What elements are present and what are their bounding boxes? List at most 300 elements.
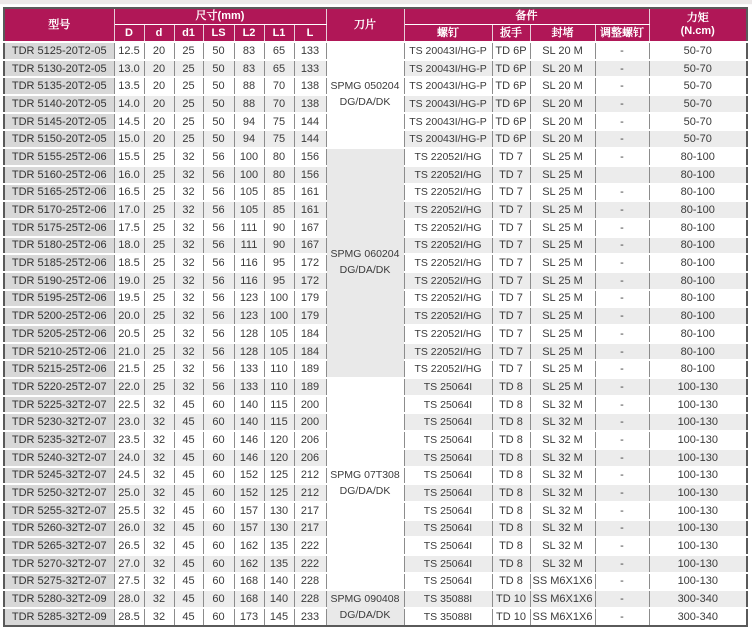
dim-L2-cell: 162 bbox=[234, 537, 264, 555]
plug-cell: SL 32 M bbox=[530, 431, 595, 449]
model-cell: TDR 5275-32T2-07 bbox=[4, 573, 114, 591]
dim-L-cell: 161 bbox=[294, 184, 326, 202]
dim-d-cell: 32 bbox=[144, 608, 174, 626]
plug-cell: SL 20 M bbox=[530, 113, 595, 131]
screw-cell: TS 22052I/HG bbox=[404, 325, 492, 343]
screw-cell: TS 22052I/HG bbox=[404, 254, 492, 272]
torque-cell: 80-100 bbox=[649, 148, 747, 166]
wrench-cell: TD 8 bbox=[492, 413, 530, 431]
plug-cell: SL 32 M bbox=[530, 555, 595, 573]
screw-cell: TS 22052I/HG bbox=[404, 166, 492, 184]
header-adjust-screw: 调整螺钉 bbox=[595, 25, 649, 43]
adjust-screw-cell: - bbox=[595, 431, 649, 449]
dim-D-cell: 19.5 bbox=[114, 290, 144, 308]
dim-L2-cell: 157 bbox=[234, 520, 264, 538]
adjust-screw-cell: - bbox=[595, 42, 649, 60]
dim-L1-cell: 95 bbox=[264, 254, 294, 272]
screw-cell: TS 35088I bbox=[404, 608, 492, 626]
dim-d1-cell: 45 bbox=[174, 537, 203, 555]
wrench-cell: TD 8 bbox=[492, 573, 530, 591]
dim-L2-cell: 152 bbox=[234, 484, 264, 502]
model-cell: TDR 5135-20T2-05 bbox=[4, 77, 114, 95]
dim-D-cell: 28.0 bbox=[114, 590, 144, 608]
blade-grade-code: DG/DA/DK bbox=[339, 609, 391, 621]
dim-L2-cell: 116 bbox=[234, 254, 264, 272]
dim-L2-cell: 146 bbox=[234, 431, 264, 449]
torque-cell: 100-130 bbox=[649, 378, 747, 396]
wrench-cell: TD 7 bbox=[492, 343, 530, 361]
screw-cell: TS 25064I bbox=[404, 484, 492, 502]
dim-L1-cell: 120 bbox=[264, 449, 294, 467]
dim-L2-cell: 116 bbox=[234, 272, 264, 290]
dim-d-cell: 32 bbox=[144, 431, 174, 449]
wrench-cell: TD 6P bbox=[492, 42, 530, 60]
dim-L-cell: 200 bbox=[294, 413, 326, 431]
dim-LS-cell: 50 bbox=[203, 60, 234, 78]
model-cell: TDR 5230-32T2-07 bbox=[4, 413, 114, 431]
dim-L-cell: 217 bbox=[294, 520, 326, 538]
model-cell: TDR 5180-25T2-06 bbox=[4, 237, 114, 255]
screw-cell: TS 20043I/HG-P bbox=[404, 95, 492, 113]
dim-d-cell: 20 bbox=[144, 130, 174, 148]
dim-L2-cell: 105 bbox=[234, 201, 264, 219]
dim-L-cell: 233 bbox=[294, 608, 326, 626]
dim-L1-cell: 75 bbox=[264, 113, 294, 131]
dim-D-cell: 14.5 bbox=[114, 113, 144, 131]
dim-L1-cell: 95 bbox=[264, 272, 294, 290]
dim-D-cell: 13.0 bbox=[114, 60, 144, 78]
dim-LS-cell: 56 bbox=[203, 166, 234, 184]
dim-LS-cell: 60 bbox=[203, 573, 234, 591]
table-row bbox=[4, 42, 747, 60]
torque-cell: 100-130 bbox=[649, 555, 747, 573]
plug-cell: SL 25 M bbox=[530, 219, 595, 237]
dim-LS-cell: 60 bbox=[203, 449, 234, 467]
screw-cell: TS 25064I bbox=[404, 573, 492, 591]
dim-d-cell: 32 bbox=[144, 449, 174, 467]
wrench-cell: TD 8 bbox=[492, 467, 530, 485]
dim-D-cell: 15.0 bbox=[114, 130, 144, 148]
dim-L1-cell: 100 bbox=[264, 307, 294, 325]
dim-D-cell: 21.0 bbox=[114, 343, 144, 361]
dim-L1-cell: 130 bbox=[264, 502, 294, 520]
model-cell: TDR 5195-25T2-06 bbox=[4, 290, 114, 308]
dim-d-cell: 25 bbox=[144, 290, 174, 308]
adjust-screw-cell: - bbox=[595, 184, 649, 202]
dim-L2-cell: 123 bbox=[234, 290, 264, 308]
torque-cell: 80-100 bbox=[649, 307, 747, 325]
screw-cell: TS 25064I bbox=[404, 467, 492, 485]
dim-d1-cell: 25 bbox=[174, 130, 203, 148]
dim-LS-cell: 50 bbox=[203, 130, 234, 148]
blade-cell bbox=[326, 590, 404, 625]
dim-d-cell: 32 bbox=[144, 520, 174, 538]
torque-cell: 80-100 bbox=[649, 184, 747, 202]
dim-D-cell: 22.5 bbox=[114, 396, 144, 414]
adjust-screw-cell: - bbox=[595, 360, 649, 378]
plug-cell: SL 25 M bbox=[530, 378, 595, 396]
dim-d1-cell: 45 bbox=[174, 502, 203, 520]
dim-LS-cell: 60 bbox=[203, 590, 234, 608]
torque-cell: 80-100 bbox=[649, 166, 747, 184]
adjust-screw-cell: - bbox=[595, 77, 649, 95]
dim-D-cell: 20.0 bbox=[114, 307, 144, 325]
dim-D-cell: 26.0 bbox=[114, 520, 144, 538]
header-screw: 螺钉 bbox=[404, 25, 492, 43]
dim-L1-cell: 125 bbox=[264, 484, 294, 502]
torque-cell: 100-130 bbox=[649, 396, 747, 414]
torque-cell: 80-100 bbox=[649, 219, 747, 237]
plug-cell: SL 25 M bbox=[530, 290, 595, 308]
adjust-screw-cell: - bbox=[595, 449, 649, 467]
dim-L2-cell: 94 bbox=[234, 130, 264, 148]
plug-cell: SL 32 M bbox=[530, 449, 595, 467]
dim-LS-cell: 60 bbox=[203, 467, 234, 485]
plug-cell: SL 20 M bbox=[530, 130, 595, 148]
dim-L1-cell: 90 bbox=[264, 237, 294, 255]
torque-cell: 100-130 bbox=[649, 413, 747, 431]
adjust-screw-cell: - bbox=[595, 307, 649, 325]
model-cell: TDR 5255-32T2-07 bbox=[4, 502, 114, 520]
torque-cell: 100-130 bbox=[649, 520, 747, 538]
dim-L-cell: 212 bbox=[294, 467, 326, 485]
model-cell: TDR 5185-25T2-06 bbox=[4, 254, 114, 272]
wrench-cell: TD 10 bbox=[492, 590, 530, 608]
wrench-cell: TD 7 bbox=[492, 237, 530, 255]
adjust-screw-cell: - bbox=[595, 467, 649, 485]
dim-L-cell: 138 bbox=[294, 77, 326, 95]
dim-d1-cell: 25 bbox=[174, 113, 203, 131]
dim-L-cell: 184 bbox=[294, 343, 326, 361]
wrench-cell: TD 8 bbox=[492, 520, 530, 538]
model-cell: TDR 5270-32T2-07 bbox=[4, 555, 114, 573]
adjust-screw-cell: - bbox=[595, 520, 649, 538]
plug-cell: SL 32 M bbox=[530, 537, 595, 555]
plug-cell: SL 25 M bbox=[530, 307, 595, 325]
dim-d1-cell: 32 bbox=[174, 148, 203, 166]
model-cell: TDR 5220-25T2-07 bbox=[4, 378, 114, 396]
table-header bbox=[4, 8, 747, 42]
model-cell: TDR 5240-32T2-07 bbox=[4, 449, 114, 467]
table-row bbox=[4, 378, 747, 396]
plug-cell: SS M6X1X6 bbox=[530, 590, 595, 608]
wrench-cell: TD 7 bbox=[492, 307, 530, 325]
screw-cell: TS 20043I/HG-P bbox=[404, 113, 492, 131]
dim-LS-cell: 50 bbox=[203, 42, 234, 60]
dim-L1-cell: 100 bbox=[264, 290, 294, 308]
dim-d-cell: 20 bbox=[144, 113, 174, 131]
dim-L1-cell: 85 bbox=[264, 184, 294, 202]
dim-L-cell: 167 bbox=[294, 237, 326, 255]
page-top-strip bbox=[0, 0, 752, 5]
table-row bbox=[4, 590, 747, 608]
dim-d1-cell: 32 bbox=[174, 290, 203, 308]
dim-D-cell: 18.5 bbox=[114, 254, 144, 272]
plug-cell: SL 25 M bbox=[530, 148, 595, 166]
adjust-screw-cell: - bbox=[595, 325, 649, 343]
dim-D-cell: 24.5 bbox=[114, 467, 144, 485]
dim-LS-cell: 50 bbox=[203, 95, 234, 113]
dim-L-cell: 222 bbox=[294, 537, 326, 555]
dim-D-cell: 24.0 bbox=[114, 449, 144, 467]
dim-L1-cell: 135 bbox=[264, 537, 294, 555]
dim-LS-cell: 56 bbox=[203, 272, 234, 290]
dim-LS-cell: 56 bbox=[203, 290, 234, 308]
header-dim-d: d bbox=[144, 25, 174, 43]
model-cell: TDR 5225-32T2-07 bbox=[4, 396, 114, 414]
dim-L-cell: 189 bbox=[294, 378, 326, 396]
dim-D-cell: 15.5 bbox=[114, 148, 144, 166]
dim-D-cell: 22.0 bbox=[114, 378, 144, 396]
header-blade: 刀片 bbox=[326, 8, 404, 42]
dim-L2-cell: 162 bbox=[234, 555, 264, 573]
model-cell: TDR 5235-32T2-07 bbox=[4, 431, 114, 449]
torque-cell: 50-70 bbox=[649, 42, 747, 60]
dim-d1-cell: 32 bbox=[174, 219, 203, 237]
dim-L2-cell: 88 bbox=[234, 77, 264, 95]
screw-cell: TS 25064I bbox=[404, 396, 492, 414]
header-model: 型号 bbox=[4, 8, 114, 42]
wrench-cell: TD 8 bbox=[492, 431, 530, 449]
torque-cell: 100-130 bbox=[649, 573, 747, 591]
dim-L-cell: 179 bbox=[294, 307, 326, 325]
wrench-cell: TD 6P bbox=[492, 95, 530, 113]
plug-cell: SL 20 M bbox=[530, 95, 595, 113]
model-cell: TDR 5130-20T2-05 bbox=[4, 60, 114, 78]
dim-d1-cell: 32 bbox=[174, 254, 203, 272]
screw-cell: TS 22052I/HG bbox=[404, 184, 492, 202]
dim-D-cell: 17.5 bbox=[114, 219, 144, 237]
adjust-screw-cell: - bbox=[595, 130, 649, 148]
dim-d-cell: 25 bbox=[144, 237, 174, 255]
dim-LS-cell: 60 bbox=[203, 502, 234, 520]
dim-d1-cell: 45 bbox=[174, 590, 203, 608]
wrench-cell: TD 7 bbox=[492, 148, 530, 166]
header-spare-group: 备件 bbox=[404, 8, 649, 25]
screw-cell: TS 22052I/HG bbox=[404, 237, 492, 255]
header-dim-d1: d1 bbox=[174, 25, 203, 43]
dim-L-cell: 156 bbox=[294, 148, 326, 166]
dim-L2-cell: 173 bbox=[234, 608, 264, 626]
dim-D-cell: 28.5 bbox=[114, 608, 144, 626]
blade-cell bbox=[326, 378, 404, 590]
dim-L2-cell: 152 bbox=[234, 467, 264, 485]
dim-L1-cell: 140 bbox=[264, 573, 294, 591]
torque-cell: 100-130 bbox=[649, 449, 747, 467]
torque-cell: 50-70 bbox=[649, 60, 747, 78]
wrench-cell: TD 6P bbox=[492, 130, 530, 148]
plug-cell: SL 20 M bbox=[530, 60, 595, 78]
adjust-screw-cell: - bbox=[595, 608, 649, 626]
blade-grade-code: DG/DA/DK bbox=[339, 264, 391, 277]
adjust-screw-cell: - bbox=[595, 396, 649, 414]
dim-L1-cell: 65 bbox=[264, 42, 294, 60]
plug-cell: SS M6X1X6 bbox=[530, 573, 595, 591]
dim-L-cell: 212 bbox=[294, 484, 326, 502]
dim-L1-cell: 80 bbox=[264, 148, 294, 166]
torque-cell: 80-100 bbox=[649, 290, 747, 308]
blade-grade-code: DG/DA/DK bbox=[339, 96, 391, 109]
dim-L2-cell: 100 bbox=[234, 148, 264, 166]
dim-d-cell: 25 bbox=[144, 307, 174, 325]
model-cell: TDR 5170-25T2-06 bbox=[4, 201, 114, 219]
wrench-cell: TD 6P bbox=[492, 113, 530, 131]
dim-L1-cell: 135 bbox=[264, 555, 294, 573]
dim-L1-cell: 115 bbox=[264, 396, 294, 414]
torque-cell: 50-70 bbox=[649, 113, 747, 131]
plug-cell: SL 25 M bbox=[530, 184, 595, 202]
dim-L-cell: 161 bbox=[294, 201, 326, 219]
dim-L1-cell: 145 bbox=[264, 608, 294, 626]
adjust-screw-cell: - bbox=[595, 254, 649, 272]
plug-cell: SL 32 M bbox=[530, 520, 595, 538]
dim-d-cell: 25 bbox=[144, 219, 174, 237]
dim-L2-cell: 111 bbox=[234, 219, 264, 237]
header-plug: 封堵 bbox=[530, 25, 595, 43]
dim-L2-cell: 168 bbox=[234, 573, 264, 591]
model-cell: TDR 5280-32T2-09 bbox=[4, 590, 114, 608]
dim-L1-cell: 130 bbox=[264, 520, 294, 538]
dim-L1-cell: 115 bbox=[264, 413, 294, 431]
model-cell: TDR 5150-20T2-05 bbox=[4, 130, 114, 148]
dim-LS-cell: 56 bbox=[203, 343, 234, 361]
adjust-screw-cell: - bbox=[595, 343, 649, 361]
header-torque bbox=[649, 8, 747, 42]
model-cell: TDR 5215-25T2-06 bbox=[4, 360, 114, 378]
dim-L-cell: 172 bbox=[294, 272, 326, 290]
wrench-cell: TD 7 bbox=[492, 254, 530, 272]
wrench-cell: TD 7 bbox=[492, 272, 530, 290]
plug-cell: SL 20 M bbox=[530, 77, 595, 95]
wrench-cell: TD 7 bbox=[492, 219, 530, 237]
dim-L2-cell: 157 bbox=[234, 502, 264, 520]
dim-L1-cell: 140 bbox=[264, 590, 294, 608]
model-cell: TDR 5265-32T2-07 bbox=[4, 537, 114, 555]
dim-L2-cell: 94 bbox=[234, 113, 264, 131]
torque-cell: 300-340 bbox=[649, 590, 747, 608]
header-dim-L2: L2 bbox=[234, 25, 264, 43]
dim-L-cell: 133 bbox=[294, 42, 326, 60]
dim-LS-cell: 60 bbox=[203, 396, 234, 414]
dim-L1-cell: 90 bbox=[264, 219, 294, 237]
dim-L-cell: 144 bbox=[294, 113, 326, 131]
dim-L1-cell: 65 bbox=[264, 60, 294, 78]
dim-LS-cell: 60 bbox=[203, 520, 234, 538]
table-row bbox=[4, 148, 747, 166]
screw-cell: TS 22052I/HG bbox=[404, 307, 492, 325]
model-cell: TDR 5165-25T2-06 bbox=[4, 184, 114, 202]
wrench-cell: TD 7 bbox=[492, 184, 530, 202]
dim-L2-cell: 168 bbox=[234, 590, 264, 608]
dim-d1-cell: 45 bbox=[174, 608, 203, 626]
plug-cell: SL 25 M bbox=[530, 254, 595, 272]
dim-L-cell: 184 bbox=[294, 325, 326, 343]
dim-D-cell: 12.5 bbox=[114, 42, 144, 60]
screw-cell: TS 20043I/HG-P bbox=[404, 42, 492, 60]
header-size-group: 尺寸(mm) bbox=[114, 8, 326, 25]
blade-cell bbox=[326, 42, 404, 148]
dim-D-cell: 23.5 bbox=[114, 431, 144, 449]
torque-cell: 80-100 bbox=[649, 325, 747, 343]
dim-d-cell: 32 bbox=[144, 573, 174, 591]
adjust-screw-cell: - bbox=[595, 484, 649, 502]
dim-L2-cell: 88 bbox=[234, 95, 264, 113]
adjust-screw-cell: - bbox=[595, 60, 649, 78]
torque-cell: 50-70 bbox=[649, 130, 747, 148]
dim-L1-cell: 105 bbox=[264, 325, 294, 343]
screw-cell: TS 22052I/HG bbox=[404, 219, 492, 237]
dim-LS-cell: 60 bbox=[203, 484, 234, 502]
dim-L1-cell: 105 bbox=[264, 343, 294, 361]
dim-d1-cell: 32 bbox=[174, 166, 203, 184]
dim-LS-cell: 56 bbox=[203, 237, 234, 255]
dim-d1-cell: 25 bbox=[174, 95, 203, 113]
dim-d-cell: 32 bbox=[144, 467, 174, 485]
dim-LS-cell: 56 bbox=[203, 254, 234, 272]
torque-cell: 80-100 bbox=[649, 343, 747, 361]
dim-D-cell: 16.0 bbox=[114, 166, 144, 184]
dim-LS-cell: 56 bbox=[203, 201, 234, 219]
dim-L2-cell: 146 bbox=[234, 449, 264, 467]
plug-cell: SL 32 M bbox=[530, 413, 595, 431]
dim-LS-cell: 50 bbox=[203, 77, 234, 95]
wrench-cell: TD 7 bbox=[492, 201, 530, 219]
plug-cell: SS M6X1X6 bbox=[530, 608, 595, 626]
torque-cell: 100-130 bbox=[649, 431, 747, 449]
screw-cell: TS 22052I/HG bbox=[404, 290, 492, 308]
dim-d1-cell: 32 bbox=[174, 378, 203, 396]
blade-insert-code: SPMG 07T308 bbox=[330, 469, 400, 482]
dim-d1-cell: 45 bbox=[174, 573, 203, 591]
dim-L2-cell: 105 bbox=[234, 184, 264, 202]
dim-L1-cell: 110 bbox=[264, 378, 294, 396]
dim-d-cell: 32 bbox=[144, 537, 174, 555]
model-cell: TDR 5145-20T2-05 bbox=[4, 113, 114, 131]
screw-cell: TS 25064I bbox=[404, 537, 492, 555]
wrench-cell: TD 7 bbox=[492, 325, 530, 343]
dim-d-cell: 25 bbox=[144, 201, 174, 219]
wrench-cell: TD 7 bbox=[492, 166, 530, 184]
adjust-screw-cell: - bbox=[595, 237, 649, 255]
plug-cell: SL 32 M bbox=[530, 502, 595, 520]
dim-L-cell: 138 bbox=[294, 95, 326, 113]
screw-cell: TS 25064I bbox=[404, 555, 492, 573]
dim-L2-cell: 133 bbox=[234, 360, 264, 378]
dim-L2-cell: 100 bbox=[234, 166, 264, 184]
dim-d1-cell: 45 bbox=[174, 449, 203, 467]
dim-L-cell: 172 bbox=[294, 254, 326, 272]
dim-d-cell: 32 bbox=[144, 484, 174, 502]
plug-cell: SL 25 M bbox=[530, 343, 595, 361]
dim-L-cell: 222 bbox=[294, 555, 326, 573]
adjust-screw-cell: - bbox=[595, 502, 649, 520]
screw-cell: TS 22052I/HG bbox=[404, 201, 492, 219]
dim-d1-cell: 45 bbox=[174, 396, 203, 414]
model-cell: TDR 5155-25T2-06 bbox=[4, 148, 114, 166]
dim-L-cell: 200 bbox=[294, 396, 326, 414]
dim-d-cell: 25 bbox=[144, 184, 174, 202]
dim-L2-cell: 128 bbox=[234, 343, 264, 361]
screw-cell: TS 35088I bbox=[404, 590, 492, 608]
dim-d1-cell: 32 bbox=[174, 272, 203, 290]
screw-cell: TS 20043I/HG-P bbox=[404, 60, 492, 78]
model-cell: TDR 5205-25T2-06 bbox=[4, 325, 114, 343]
header-dim-LS: LS bbox=[203, 25, 234, 43]
torque-cell: 100-130 bbox=[649, 537, 747, 555]
plug-cell: SL 32 M bbox=[530, 484, 595, 502]
adjust-screw-cell: - bbox=[595, 537, 649, 555]
dim-L2-cell: 133 bbox=[234, 378, 264, 396]
